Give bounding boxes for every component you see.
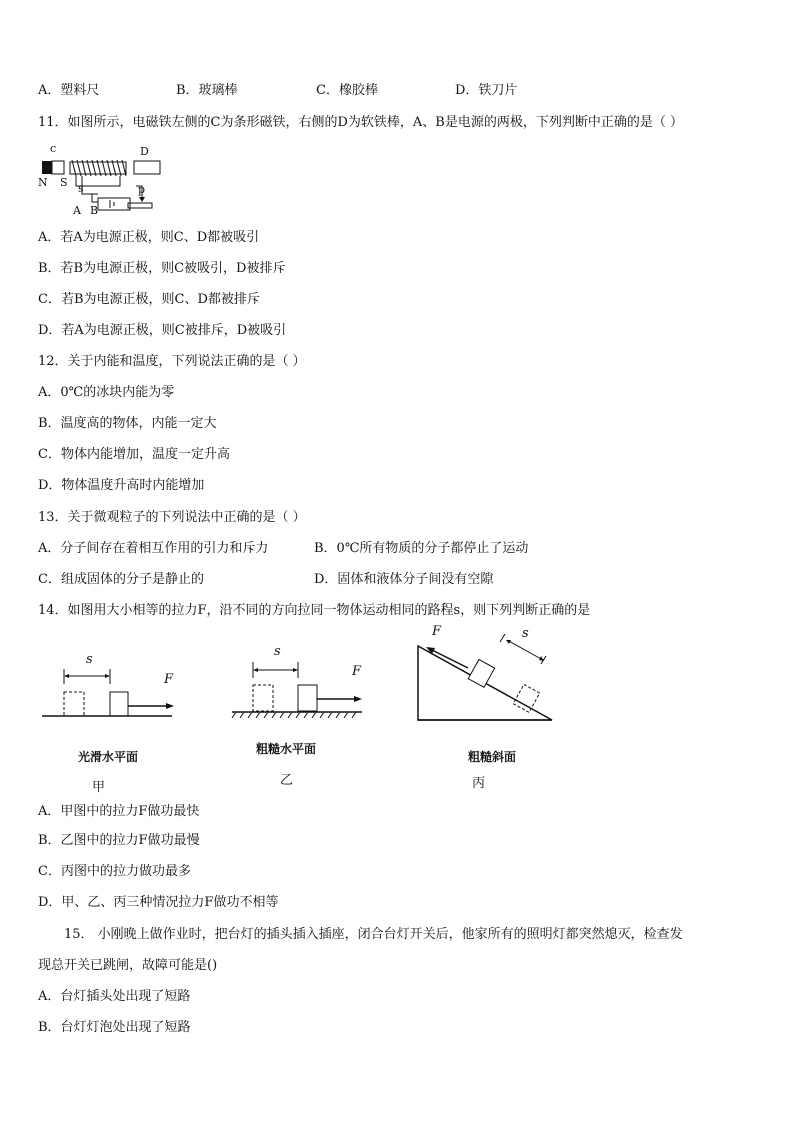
fig3-name: 丙	[472, 776, 486, 791]
fig1-name: 甲	[92, 780, 106, 795]
pole-b-label: B	[90, 204, 99, 217]
q13-option-d: D．固体和液体分子间没有空隙	[314, 572, 494, 587]
q10-option-b: B．玻璃棒	[176, 83, 238, 98]
fig1-surface-label: 光滑水平面	[78, 750, 139, 764]
fig3-surface-label: 粗糙斜面	[468, 750, 517, 764]
q11-stem: 11．如图所示，电磁铁左侧的C为条形磁铁，右侧的D为软铁棒，A、B是电源的两极，下列判断中正确的是（ ）	[38, 115, 683, 130]
q15-stem-line2: 现总开关已跳闸，故障可能是()	[38, 958, 218, 973]
q13-stem: 13．关于微观粒子的下列说法中正确的是（ ）	[38, 510, 306, 525]
q13-option-b: B．0℃所有物质的分子都停止了运动	[314, 541, 529, 556]
q14-option-a: A．甲图中的拉力F做功最快	[38, 804, 200, 819]
q14-figure-smooth-horizontal	[40, 650, 190, 795]
q14-figure-rough-incline	[410, 622, 560, 792]
q12-option-b: B．温度高的物体，内能一定大	[38, 416, 217, 431]
q14-option-c: C．丙图中的拉力做功最多	[38, 864, 191, 879]
q12-option-d: D．物体温度升高时内能增加	[38, 478, 205, 493]
q11-option-a: A．若A为电源正极，则C、D都被吸引	[38, 230, 260, 245]
rough-plane-diagram	[228, 642, 378, 722]
fig3-s-label: s	[522, 626, 529, 641]
fig1-f-label: F	[164, 672, 174, 687]
q14-figure-rough-horizontal	[228, 642, 378, 787]
q11-option-b: B．若B为电源正极，则C被吸引，D被排斥	[38, 261, 286, 276]
south-pole-label: S	[60, 176, 68, 189]
soft-iron-d-label: D	[140, 145, 149, 158]
fig3-f-label: F	[432, 624, 442, 639]
q11-option-c: C．若B为电源正极，则C、D都被排斥	[38, 292, 260, 307]
q15-stem-line1: 15． 小刚晚上做作业时，把台灯的插头插入插座，闭合台灯开关后，他家所有的照明灯都突然熄灭，检查发	[64, 927, 683, 942]
smooth-plane-diagram	[40, 650, 190, 730]
q12-option-a: A．0℃的冰块内能为零	[38, 385, 175, 400]
q14-stem: 14．如图用大小相等的拉力F，沿不同的方向拉同一物体运动相同的路程s，则下列判断正确的是	[38, 603, 591, 618]
pole-a-label: A	[73, 204, 81, 217]
q12-stem: 12．关于内能和温度，下列说法正确的是（ ）	[38, 354, 306, 369]
slider-p-label: p	[138, 183, 146, 196]
q11-option-d: D．若A为电源正极，则C被排斥，D被吸引	[38, 323, 287, 338]
q11-electromagnet-figure	[36, 142, 166, 218]
fig1-s-label: s	[86, 652, 93, 667]
q13-option-c: C．组成固体的分子是静止的	[38, 572, 204, 587]
q12-option-c: C．物体内能增加，温度一定升高	[38, 447, 230, 462]
q14-option-d: D．甲、乙、丙三种情况拉力F做功不相等	[38, 895, 279, 910]
q10-option-a: A．塑料尺	[38, 83, 100, 98]
q15-option-b: B．台灯灯泡处出现了短路	[38, 1020, 191, 1035]
fig2-name: 乙	[280, 773, 294, 788]
fig2-surface-label: 粗糙水平面	[256, 742, 317, 756]
fig2-f-label: F	[352, 664, 362, 679]
fig2-s-label: s	[274, 644, 281, 659]
magnet-c-label: c	[50, 142, 57, 155]
q15-option-a: A．台灯插头处出现了短路	[38, 989, 191, 1004]
q14-option-b: B．乙图中的拉力F做功最慢	[38, 833, 200, 848]
north-pole-label: N	[38, 176, 48, 189]
q10-option-d: D．铁刀片	[455, 83, 518, 98]
q10-option-c: C．橡胶棒	[316, 83, 378, 98]
switch-s-label: s	[78, 182, 84, 195]
q13-option-a: A．分子间存在着相互作用的引力和斥力	[38, 541, 269, 556]
